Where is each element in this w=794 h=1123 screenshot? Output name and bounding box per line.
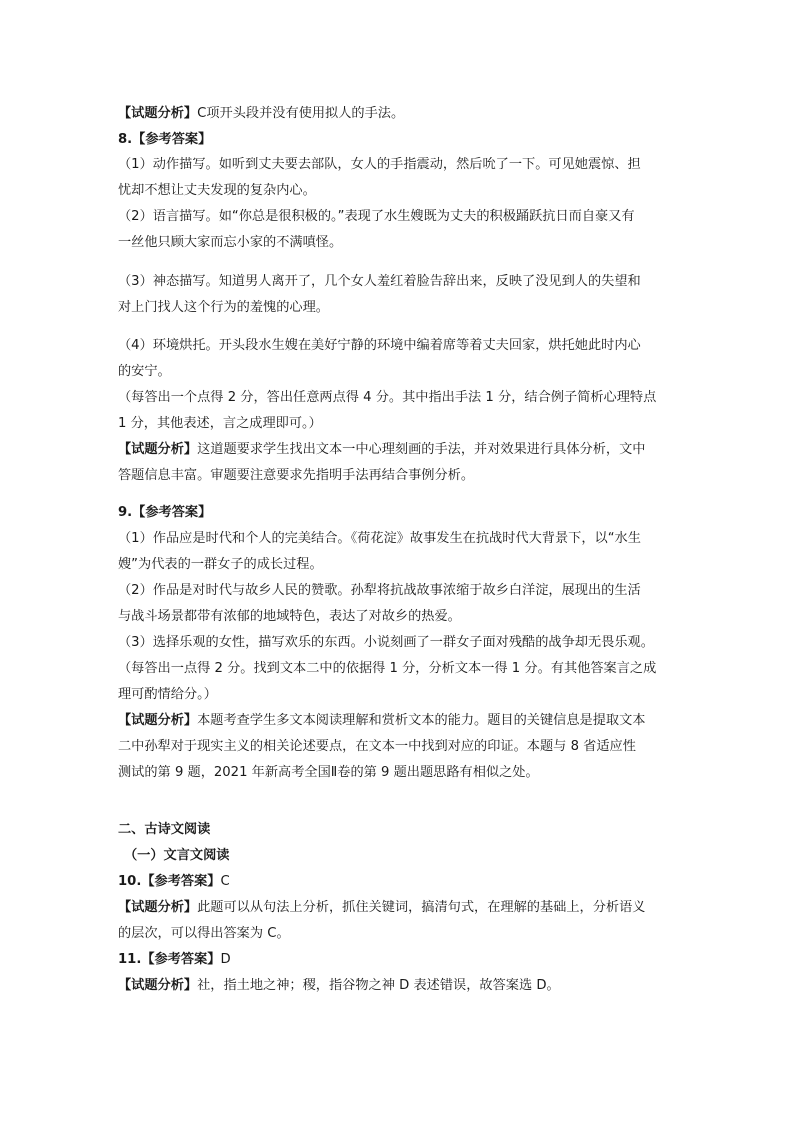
analysis-label: 【试题分析】 [118, 713, 198, 728]
line-answer-10 [118, 872, 230, 892]
text-line: 忧却不想让丈夫发现的复杂内心。 [118, 183, 316, 198]
line-text: 社，指土地之神；稷，指谷物之神 D 表述错误，故答案选 D。 [197, 978, 560, 993]
line-text: 本题考查学生多文本阅读理解和赏析文本的能力。题目的关键信息是提取文本 [197, 713, 646, 728]
text-line: 测试的第 9 题，2021 年新高考全国Ⅱ卷的第 9 题出题思路有相似之处。 [118, 765, 539, 780]
text-line: （每答出一点得 2 分。找到文本二中的依据得 1 分，分析文本一得 1 分。有其他答案言之成 [118, 661, 657, 676]
answer-value: D [220, 952, 231, 967]
line-text: C项开头段并没有使用拟人的手法。 [197, 106, 405, 121]
answer-label: 8.【参考答案】 [118, 132, 212, 147]
text-line: 理可酌情给分。） [118, 687, 217, 702]
text-line: 1 分，其他表述，言之成理即可。） [118, 416, 322, 431]
line-text: 这道题要求学生找出文本一中心理刻画的手法，并对效果进行具体分析，文中 [197, 442, 646, 457]
text-line: 答题信息丰富。审题要注意要求先指明手法再结合事例分析。 [118, 468, 475, 483]
text-line: （4）环境烘托。开头段水生嫂在美好宁静的环境中编着席等着丈夫回家，烘托她此时内心 [118, 338, 641, 353]
text-line: （3）选择乐观的女性，描写欢乐的东西。小说刻画了一群女子面对残酷的战争却无畏乐观。 [118, 635, 654, 650]
text-line: 与战斗场景都带有浓郁的地域特色，表达了对故乡的热爱。 [118, 609, 461, 624]
line-analysis-9 [118, 711, 646, 731]
answer-label: 9.【参考答案】 [118, 505, 212, 520]
text-line: （1）动作描写。如听到丈夫要去部队，女人的手指震动，然后吮了一下。可见她震惊、担 [118, 157, 641, 172]
line-analysis-11 [118, 976, 560, 996]
section-heading: 二、古诗文阅读 [118, 822, 211, 837]
heading-answer-8 [118, 130, 211, 150]
text-line: （3）神态描写。知道男人离开了，几个女人羞红着脸告辞出来，反映了没见到人的失望和 [118, 274, 641, 289]
answer-label: 11.【参考答案】 [118, 952, 221, 967]
text-line: 二中孙犁对于现实主义的相关论述要点，在文本一中找到对应的印证。本题与 8 省适应性 [118, 739, 636, 754]
text-line: 对上门找人这个行为的羞愧的心理。 [118, 300, 329, 315]
analysis-label: 【试题分析】 [118, 978, 198, 993]
analysis-label: 【试题分析】 [118, 442, 198, 457]
answer-label: 10.【参考答案】 [118, 874, 221, 889]
answer-value: C [220, 874, 230, 889]
line-analysis-7 [118, 104, 404, 124]
text-line: 一丝他只顾大家而忘小家的不满嗔怪。 [118, 235, 343, 250]
analysis-label: 【试题分析】 [118, 106, 198, 121]
analysis-label: 【试题分析】 [118, 900, 198, 915]
text-line: 嫂”为代表的一群女子的成长过程。 [118, 557, 323, 572]
text-line: （1）作品应是时代和个人的完美结合。《荷花淀》故事发生在抗战时代大背景下，以“水生 [118, 531, 641, 546]
text-line: （2）语言描写。如“你总是很积极的。”表现了水生嫂既为丈夫的积极踊跃抗日而自豪又有 [118, 209, 635, 224]
text-line: 的层次，可以得出答案为 C。 [118, 926, 290, 941]
text-line: （2）作品是对时代与故乡人民的赞歌。孙犁将抗战故事浓缩于故乡白洋淀，展现出的生活 [118, 583, 641, 598]
line-text: 此题可以从句法上分析，抓住关键词，搞清句式，在理解的基础上，分析语义 [197, 900, 646, 915]
text-line: （每答出一个点得 2 分，答出任意两点得 4 分。其中指出手法 1 分，结合例子简析心理特点 [118, 390, 657, 405]
subsection-heading: （一）文言文阅读 [124, 848, 230, 863]
heading-answer-9 [118, 503, 211, 523]
line-analysis-8 [118, 440, 646, 460]
line-answer-11 [118, 950, 231, 970]
line-analysis-10 [118, 898, 646, 918]
text-line: 的安宁。 [118, 364, 171, 379]
